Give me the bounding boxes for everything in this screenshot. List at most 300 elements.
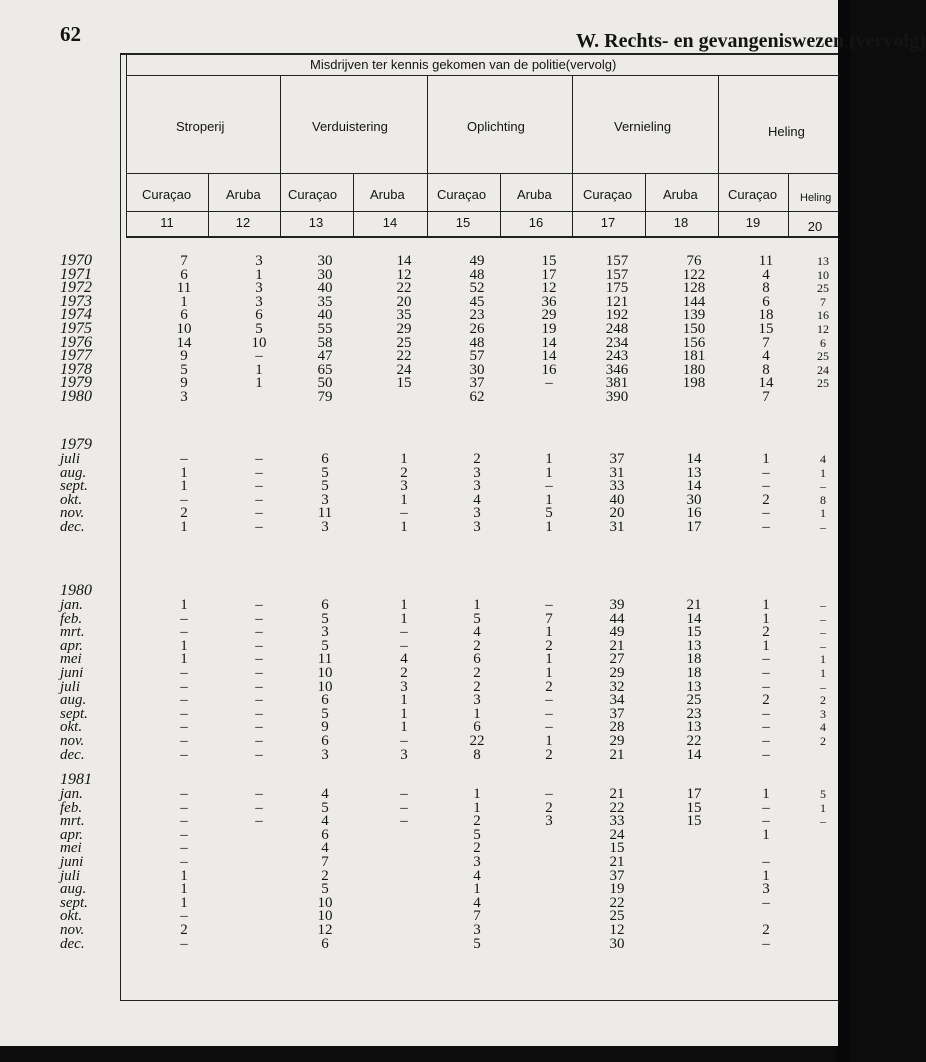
cell-col-19: –	[762, 478, 770, 495]
cell-col-19: 1	[762, 786, 770, 802]
row-label-year: 1981	[60, 771, 92, 788]
cell-col-19: –	[762, 854, 770, 870]
cell-col-13: 7	[321, 854, 329, 870]
cell-col-11: –	[180, 840, 188, 857]
cell-col-15: 3	[473, 478, 481, 495]
cell-col-15: 2	[473, 665, 481, 681]
cell-col-15: 4	[473, 491, 481, 508]
cell-col-14: 3	[400, 478, 408, 495]
cell-col-20: 25	[817, 376, 829, 391]
cell-col-18: 180	[682, 361, 706, 378]
row-label-month: apr.	[60, 826, 83, 843]
cell-col-14: 2	[400, 464, 408, 481]
row-label-year: 1970	[60, 252, 92, 269]
group-divider-4	[718, 75, 719, 237]
cell-col-15: 8	[473, 746, 481, 763]
rule-colnums	[127, 236, 838, 238]
cell-col-17: 27	[609, 651, 625, 668]
cell-col-16: 3	[545, 813, 553, 830]
cell-col-19: –	[762, 464, 770, 481]
main-header: Misdrijven ter kennis gekomen van de politie(vervolg)	[310, 57, 617, 72]
cell-col-12: –	[255, 678, 263, 695]
cell-col-14: 29	[396, 321, 412, 337]
cell-col-17: 21	[609, 854, 625, 870]
cell-col-19: 3	[762, 881, 770, 898]
cell-col-14: 1	[400, 610, 408, 627]
group-oplichting: Oplichting	[467, 119, 525, 134]
cell-col-11: 1	[180, 597, 188, 613]
cell-col-18: 14	[686, 478, 702, 495]
cell-col-18: 14	[686, 746, 702, 763]
cell-col-17: 29	[609, 733, 625, 749]
cell-col-16: 16	[541, 361, 557, 378]
stub-line	[120, 53, 121, 1001]
cell-col-17: 157	[605, 266, 629, 283]
cell-col-20: –	[820, 814, 826, 829]
cell-col-20: –	[820, 611, 826, 626]
cell-col-12: 5	[255, 321, 263, 337]
cell-col-20: 6	[820, 335, 826, 350]
row-label-month: juni	[60, 665, 84, 681]
cell-col-13: 65	[317, 361, 333, 378]
cell-col-17: 37	[609, 451, 625, 467]
cell-col-12: –	[255, 692, 263, 709]
cell-col-14: 14	[396, 253, 412, 269]
cell-col-18: 156	[682, 334, 706, 351]
cell-col-13: 9	[321, 719, 329, 736]
cell-col-19: 8	[762, 361, 770, 378]
cell-col-15: 37	[469, 375, 485, 392]
row-label-month: dec.	[60, 519, 85, 535]
colnum-14: 14	[382, 215, 398, 230]
cell-col-17: 243	[605, 348, 629, 365]
sub-divider-3	[500, 173, 501, 237]
cell-col-11: –	[180, 692, 188, 709]
row-label-month: mei	[60, 840, 82, 857]
row-label-year: 1971	[60, 265, 92, 283]
cell-col-17: 22	[609, 894, 625, 911]
cell-col-16: 2	[545, 678, 553, 695]
cell-col-17: 30	[609, 935, 625, 952]
cell-col-16: –	[545, 375, 553, 392]
row-label-month: sept.	[60, 894, 88, 911]
cell-col-14: 3	[400, 678, 408, 695]
subheader-19: Curaçao	[728, 187, 778, 202]
cell-col-14: –	[400, 637, 408, 654]
cell-col-18: 17	[686, 519, 702, 535]
group-divider-1	[280, 75, 281, 237]
cell-col-13: 4	[321, 813, 329, 830]
cell-col-17: 44	[609, 610, 625, 627]
cell-col-15: 2	[473, 637, 481, 654]
cell-col-17: 21	[609, 746, 625, 763]
cell-col-16: 1	[545, 491, 553, 508]
cell-col-12: –	[255, 746, 263, 763]
cell-col-16: 1	[545, 624, 553, 641]
row-label-month: juli	[60, 678, 81, 695]
cell-col-14: 1	[400, 491, 408, 508]
cell-col-18: 122	[682, 266, 706, 283]
cell-col-11: 5	[180, 361, 188, 378]
cell-col-14: 1	[400, 719, 408, 736]
row-label-year: 1975	[60, 320, 92, 337]
cell-col-11: 1	[180, 867, 188, 884]
row-label-month: okt.	[60, 908, 83, 925]
cell-col-16: –	[545, 692, 553, 709]
cell-col-18: 22	[686, 733, 702, 749]
cell-col-12: –	[255, 665, 263, 681]
colnum-11: 11	[160, 215, 174, 230]
cell-col-18: 30	[686, 491, 702, 508]
cell-col-17: 346	[605, 361, 629, 378]
cell-col-13: 79	[317, 389, 333, 405]
cell-col-11: –	[180, 624, 188, 641]
cell-col-16: 19	[541, 321, 557, 337]
cell-col-18: 21	[686, 597, 702, 613]
cell-col-15: 3	[473, 692, 481, 709]
cell-col-17: 34	[609, 692, 625, 709]
row-label-month: sept.	[60, 478, 88, 495]
cell-col-19: –	[762, 719, 770, 736]
cell-col-17: 12	[609, 922, 625, 938]
cell-col-19: 15	[758, 321, 774, 337]
cell-col-14: –	[400, 813, 408, 830]
cell-col-11: –	[180, 908, 188, 925]
cell-col-13: 4	[321, 840, 329, 857]
cell-col-13: 5	[321, 478, 329, 495]
row-label-month: okt.	[60, 491, 83, 508]
cell-col-18: 14	[686, 451, 702, 467]
cell-col-11: –	[180, 705, 188, 722]
row-label-month: aug.	[60, 464, 87, 481]
cell-col-16: 7	[545, 610, 553, 627]
cell-col-16: 1	[545, 665, 553, 681]
cell-col-13: 50	[317, 375, 333, 392]
cell-col-18: 17	[686, 786, 702, 802]
cell-col-11: 9	[180, 375, 188, 392]
cell-col-17: 37	[609, 867, 625, 884]
cell-col-12: –	[255, 786, 263, 802]
cell-col-19: 2	[762, 922, 770, 938]
cell-col-13: 6	[321, 733, 329, 749]
subheader-12: Aruba	[226, 187, 261, 202]
row-label-year: 1979	[60, 374, 92, 392]
cell-col-16: 2	[545, 746, 553, 763]
cell-col-13: 10	[317, 894, 333, 911]
cell-col-12: –	[255, 491, 263, 508]
cell-col-16: –	[545, 719, 553, 736]
cell-col-20: 25	[817, 281, 829, 296]
row-label-month: nov.	[60, 922, 85, 938]
cell-col-11: –	[180, 826, 188, 843]
cell-col-11: 2	[180, 922, 188, 938]
cell-col-12: –	[255, 519, 263, 535]
cell-col-19: 4	[762, 266, 770, 283]
cell-col-13: 4	[321, 786, 329, 802]
cell-col-19: 2	[762, 624, 770, 641]
cell-col-13: 3	[321, 519, 329, 535]
cell-col-18: 13	[686, 464, 702, 481]
cell-col-11: 3	[180, 389, 188, 405]
cell-col-13: 5	[321, 637, 329, 654]
row-label-month: jan.	[60, 786, 83, 802]
cell-col-15: 3	[473, 519, 481, 535]
cell-col-15: 4	[473, 624, 481, 641]
subheader-15: Curaçao	[437, 187, 487, 202]
cell-col-20: 12	[817, 322, 829, 336]
cell-col-14: 3	[400, 746, 408, 763]
cell-col-18: 18	[686, 665, 702, 681]
cell-col-11: 14	[176, 334, 192, 351]
cell-col-18: 15	[686, 813, 702, 830]
cell-col-20: 1	[820, 506, 826, 521]
cell-col-19: –	[762, 505, 770, 522]
cell-col-17: 248	[605, 321, 629, 337]
rule-top	[120, 53, 838, 55]
row-label-month: aug.	[60, 881, 87, 898]
cell-col-19: 1	[762, 867, 770, 884]
cell-col-16: 12	[541, 280, 557, 297]
cell-col-20: –	[820, 479, 826, 494]
cell-col-15: 4	[473, 867, 481, 884]
rule-bottom	[120, 1000, 838, 1001]
cell-col-13: 11	[317, 651, 333, 668]
cell-col-14: 35	[396, 307, 412, 324]
cell-col-13: 6	[321, 692, 329, 709]
cell-col-19: –	[762, 935, 770, 952]
cell-col-20: 1	[820, 666, 826, 680]
cell-col-13: 10	[317, 665, 333, 681]
cell-col-20: 1	[820, 465, 826, 480]
cell-col-19: –	[762, 894, 770, 911]
row-label-month: dec.	[60, 746, 85, 763]
cell-col-19: –	[762, 519, 770, 535]
cell-col-12: –	[255, 505, 263, 522]
cell-col-12: –	[255, 651, 263, 668]
cell-col-11: 1	[180, 637, 188, 654]
sub-divider-4	[645, 173, 646, 237]
cell-col-19: 1	[762, 597, 770, 613]
subheader-17: Curaçao	[583, 187, 633, 202]
colnum-16: 16	[528, 215, 544, 230]
cell-col-11: 6	[180, 307, 188, 324]
cell-col-16: 1	[545, 519, 553, 535]
cell-col-17: 49	[609, 624, 625, 641]
cell-col-11: 1	[180, 894, 188, 911]
cell-col-12: –	[255, 719, 263, 736]
cell-col-12: –	[255, 348, 263, 365]
colnum-18: 18	[673, 215, 689, 230]
row-label-month: feb.	[60, 799, 83, 816]
stub-line-inner	[126, 53, 127, 238]
row-label-month: mei	[60, 651, 82, 668]
cell-col-19: 2	[762, 491, 770, 508]
cell-col-13: 5	[321, 464, 329, 481]
cell-col-11: –	[180, 733, 188, 749]
sub-divider-2	[353, 173, 354, 237]
cell-col-12: –	[255, 624, 263, 641]
cell-col-20: 4	[820, 720, 826, 735]
cell-col-13: 10	[317, 908, 333, 925]
cell-col-20: –	[820, 598, 826, 612]
group-heling: Heling	[768, 124, 805, 139]
cell-col-14: –	[400, 786, 408, 802]
row-label-year: 1976	[60, 333, 92, 351]
cell-col-13: 3	[321, 624, 329, 641]
row-label-year: 1977	[60, 347, 92, 365]
cell-col-15: 5	[473, 826, 481, 843]
cell-col-17: 381	[605, 375, 629, 392]
cell-col-15: 3	[473, 922, 481, 938]
cell-col-12: –	[255, 733, 263, 749]
sub-divider-1	[208, 173, 209, 237]
cell-col-18: 13	[686, 637, 702, 654]
cell-col-15: 22	[469, 733, 485, 749]
cell-col-12: 1	[255, 361, 263, 378]
cell-col-17: 40	[609, 491, 625, 508]
cell-col-18: 25	[686, 692, 702, 709]
cell-col-18: 13	[686, 719, 702, 736]
cell-col-16: 2	[545, 637, 553, 654]
cell-col-13: 6	[321, 597, 329, 613]
cell-col-15: 1	[473, 705, 481, 722]
cell-col-16: –	[545, 705, 553, 722]
cell-col-16: 1	[545, 651, 553, 668]
cell-col-16: 14	[541, 334, 557, 351]
cell-col-15: 57	[469, 348, 485, 365]
cell-col-17: 29	[609, 665, 625, 681]
cell-col-13: 47	[317, 348, 333, 365]
cell-col-19: 2	[762, 692, 770, 709]
cell-col-13: 5	[321, 705, 329, 722]
cell-col-15: 23	[469, 307, 485, 324]
cell-col-12: 1	[255, 375, 263, 392]
cell-col-12: 3	[255, 293, 263, 310]
cell-col-13: 5	[321, 610, 329, 627]
cell-col-16: 2	[545, 799, 553, 816]
cell-col-19: –	[762, 651, 770, 668]
row-label-year: 1979	[60, 436, 92, 453]
subheader-16: Aruba	[517, 187, 552, 202]
cell-col-14: 15	[396, 375, 412, 392]
cell-col-17: 31	[609, 519, 625, 535]
cell-col-18: 16	[686, 505, 702, 522]
cell-col-12: –	[255, 610, 263, 627]
cell-col-11: 9	[180, 348, 188, 365]
rule-subheaders	[127, 211, 838, 212]
cell-col-13: 5	[321, 799, 329, 816]
row-label-year: 1980	[60, 582, 92, 599]
cell-col-15: 5	[473, 935, 481, 952]
cell-col-17: 31	[609, 464, 625, 481]
cell-col-12: 6	[255, 307, 263, 324]
cell-col-16: –	[545, 786, 553, 802]
sub-divider-5	[788, 173, 789, 237]
cell-col-19: 18	[758, 307, 774, 324]
page-number: 62	[60, 22, 81, 46]
cell-col-14: 4	[400, 651, 408, 668]
cell-col-15: 3	[473, 464, 481, 481]
cell-col-16: 1	[545, 464, 553, 481]
cell-col-20: 24	[817, 362, 829, 377]
cell-col-20: 25	[817, 349, 829, 364]
cell-col-11: –	[180, 746, 188, 763]
cell-col-20: 8	[820, 492, 826, 507]
cell-col-18: 76	[686, 253, 702, 269]
cell-col-13: 40	[317, 280, 333, 297]
cell-col-11: –	[180, 813, 188, 830]
cell-col-16: 15	[541, 253, 557, 269]
cell-col-17: 192	[605, 307, 629, 324]
cell-col-20: 4	[820, 452, 826, 466]
cell-col-18: 150	[682, 321, 706, 337]
cell-col-11: 10	[176, 321, 192, 337]
scan-border	[836, 0, 850, 1062]
cell-col-18: 144	[682, 293, 706, 310]
cell-col-17: 39	[609, 597, 625, 613]
row-label-month: mrt.	[60, 624, 85, 641]
cell-col-14: 20	[396, 293, 412, 310]
cell-col-19: 4	[762, 348, 770, 365]
cell-col-19: 7	[762, 334, 770, 351]
cell-col-16: –	[545, 597, 553, 613]
cell-col-17: 22	[609, 799, 625, 816]
cell-col-13: 5	[321, 881, 329, 898]
cell-col-13: 30	[317, 266, 333, 283]
cell-col-15: 49	[469, 253, 485, 269]
row-label-year: 1973	[60, 292, 92, 310]
cell-col-18: 181	[682, 348, 706, 365]
cell-col-11: –	[180, 786, 188, 802]
cell-col-13: 6	[321, 826, 329, 843]
group-vernieling: Vernieling	[614, 119, 672, 134]
cell-col-15: 30	[469, 361, 485, 378]
cell-col-18: 23	[686, 705, 702, 722]
cell-col-20: –	[820, 520, 826, 534]
cell-col-11: 11	[176, 280, 192, 297]
cell-col-14: 25	[396, 334, 412, 351]
cell-col-14: 12	[396, 266, 412, 283]
cell-col-15: 48	[469, 334, 485, 351]
cell-col-19: 1	[762, 637, 770, 654]
cell-col-20: 13	[817, 254, 829, 268]
cell-col-15: 52	[469, 280, 485, 297]
cell-col-15: 62	[469, 389, 485, 405]
cell-col-12: –	[255, 597, 263, 613]
cell-col-11: –	[180, 799, 188, 816]
row-label-year: 1978	[60, 360, 92, 378]
cell-col-19: –	[762, 746, 770, 763]
colnum-12: 12	[235, 215, 251, 230]
cell-col-14: 22	[396, 280, 412, 297]
cell-col-15: 4	[473, 894, 481, 911]
cell-col-12: –	[255, 478, 263, 495]
colnum-13: 13	[308, 215, 324, 230]
cell-col-11: 2	[180, 505, 188, 522]
cell-col-17: 28	[609, 719, 625, 736]
cell-col-17: 20	[609, 505, 625, 522]
row-label-month: aug.	[60, 692, 87, 709]
cell-col-15: 2	[473, 840, 481, 857]
subheader-11: Curaçao	[142, 187, 192, 202]
cell-col-20: 2	[820, 693, 826, 708]
cell-col-11: –	[180, 451, 188, 467]
cell-col-15: 2	[473, 451, 481, 467]
cell-col-18: 15	[686, 624, 702, 641]
cell-col-17: 15	[609, 840, 625, 857]
cell-col-17: 21	[609, 786, 625, 802]
cell-col-20: –	[820, 625, 826, 640]
